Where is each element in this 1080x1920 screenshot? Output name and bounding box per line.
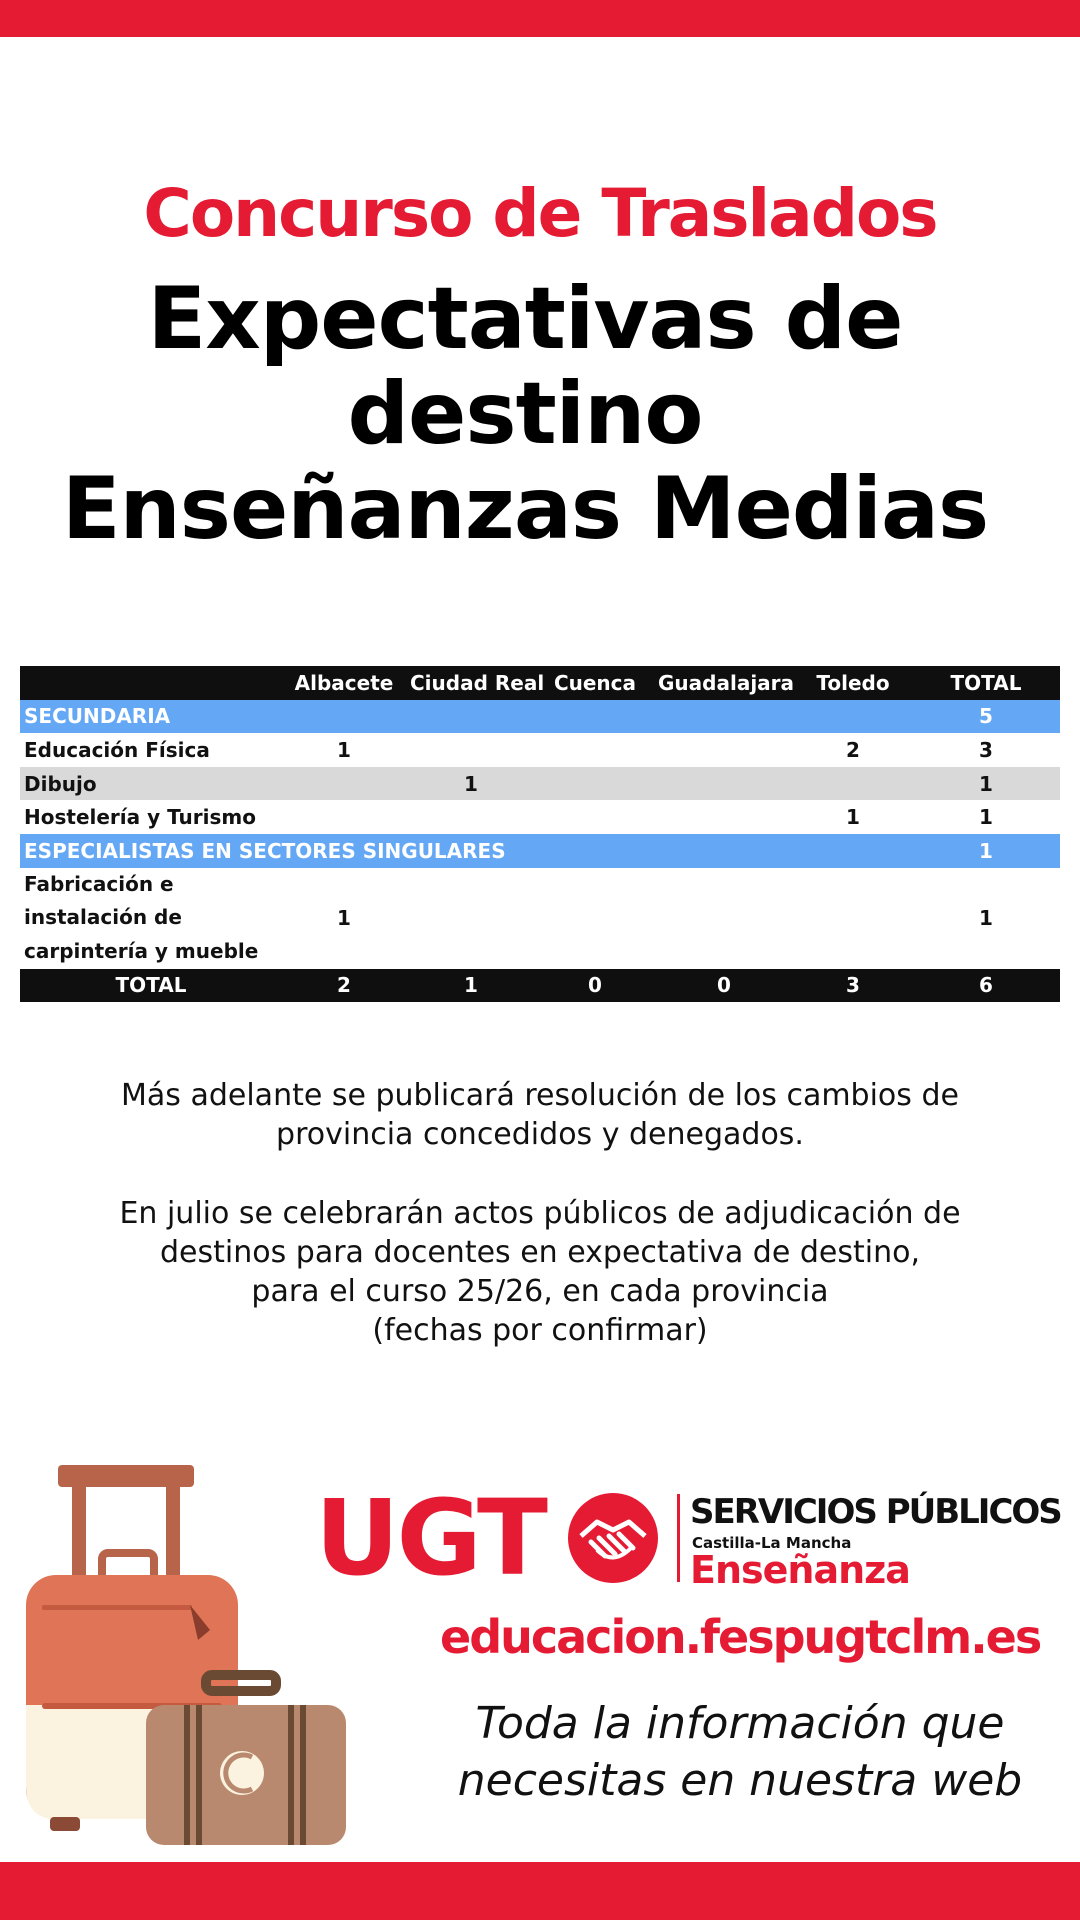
cell-albacete: 1 [337, 906, 351, 931]
cell-total: 1 [979, 838, 993, 863]
note-line: provincia concedidos y denegados. [276, 1117, 804, 1152]
kicker-title: Concurso de Traslados [143, 175, 937, 252]
cell-ciudad-real [406, 800, 536, 834]
cell-ciudad-real [406, 700, 536, 734]
total-cell: 6 [979, 973, 993, 998]
logo-area: Enseñanza [690, 1548, 910, 1592]
total-cell: 0 [717, 973, 731, 998]
cell-cuenca [536, 700, 654, 734]
logo-divider [677, 1494, 680, 1582]
bottom-red-bar [0, 1862, 1080, 1920]
cell-ciudad-real [406, 868, 536, 969]
logo-region: Castilla-La Mancha [692, 1534, 852, 1552]
column-header-albacete: Albacete [294, 670, 394, 695]
cell-guadalajara [654, 800, 794, 834]
note-line: En julio se celebrarán actos públicos de adjudicación de [119, 1196, 961, 1231]
cell-total: 3 [979, 737, 993, 762]
note-line: para el curso 25/26, en cada provincia [251, 1274, 829, 1309]
cell-toledo: 1 [846, 805, 860, 830]
table-section-row [20, 834, 1060, 868]
logo-title: SERVICIOS PÚBLICOS [690, 1492, 1061, 1532]
ugt-wordmark: UGT [315, 1477, 545, 1599]
table-row [20, 868, 1060, 969]
table-header-row [20, 666, 1060, 700]
cell-guadalajara [654, 767, 794, 801]
note-public-acts [40, 1194, 1040, 1350]
cell-toledo [794, 767, 912, 801]
table-row [20, 733, 1060, 767]
row-label: Educación Física [24, 737, 210, 762]
top-red-bar [0, 0, 1080, 37]
ugt-logo [315, 1477, 1061, 1599]
cell-cuenca [536, 868, 654, 969]
row-label: ESPECIALISTAS EN SECTORES SINGULARES [24, 838, 506, 863]
total-cell: 0 [588, 973, 602, 998]
cell-cuenca [536, 733, 654, 767]
cell-guadalajara [654, 834, 794, 868]
cell-cuenca [536, 800, 654, 834]
column-header-guadalajara: Guadalajara [658, 670, 795, 695]
total-cell: 1 [464, 973, 478, 998]
tagline [440, 1695, 1040, 1809]
table-row [20, 800, 1060, 834]
cell-toledo: 2 [846, 737, 860, 762]
column-header-ciudad-real: Ciudad Real [410, 670, 545, 695]
table-row [20, 767, 1060, 801]
cell-ciudad-real [406, 733, 536, 767]
headline-line-1: Expectativas de [147, 269, 903, 369]
cell-guadalajara [654, 733, 794, 767]
website-link[interactable]: educacion.fespugtclm.es [440, 1610, 1041, 1664]
tagline-line-2: necesitas en nuestra web [457, 1755, 1023, 1806]
total-cell: 3 [846, 973, 860, 998]
headline-line-2: destino [347, 364, 703, 464]
total-cell: 2 [337, 973, 351, 998]
note-resolution [40, 1076, 1040, 1154]
cell-albacete [282, 800, 406, 834]
row-label: Fabricación e instalación de carpintería y mueble [24, 871, 259, 963]
tagline-line-1: Toda la información que [475, 1698, 1005, 1749]
cell-albacete: 1 [337, 737, 351, 762]
cell-albacete [282, 767, 406, 801]
column-header-total: TOTAL [950, 670, 1022, 695]
vacancies-table [20, 666, 1060, 1002]
row-label: Dibujo [24, 771, 97, 796]
cell-total: 1 [979, 805, 993, 830]
cell-cuenca [536, 767, 654, 801]
cell-albacete [282, 700, 406, 734]
note-line: (fechas por confirmar) [372, 1313, 708, 1348]
row-label: Hostelería y Turismo [24, 805, 256, 830]
column-header-toledo: Toledo [816, 670, 890, 695]
note-line: Más adelante se publicará resolución de los cambios de [121, 1078, 959, 1113]
headline-line-3: Enseñanzas Medias [61, 459, 989, 559]
cell-total: 5 [979, 704, 993, 729]
cell-guadalajara [654, 868, 794, 969]
table-section-row [20, 700, 1060, 734]
cell-guadalajara [654, 700, 794, 734]
total-label: TOTAL [115, 973, 187, 998]
cell-cuenca [536, 834, 654, 868]
luggage-icon [20, 1465, 360, 1850]
cell-total: 1 [979, 906, 993, 931]
cell-toledo [794, 700, 912, 734]
column-header-cuenca: Cuenca [553, 670, 637, 695]
cell-toledo [794, 868, 912, 969]
column-header [20, 666, 282, 700]
cell-total: 1 [979, 771, 993, 796]
row-label: SECUNDARIA [24, 704, 171, 729]
handshake-icon [567, 1492, 659, 1584]
headline [0, 269, 1050, 559]
cell-toledo [794, 834, 912, 868]
note-line: destinos para docentes en expectativa de destino, [160, 1235, 920, 1270]
table-total-row [20, 969, 1060, 1003]
cell-ciudad-real: 1 [464, 771, 478, 796]
